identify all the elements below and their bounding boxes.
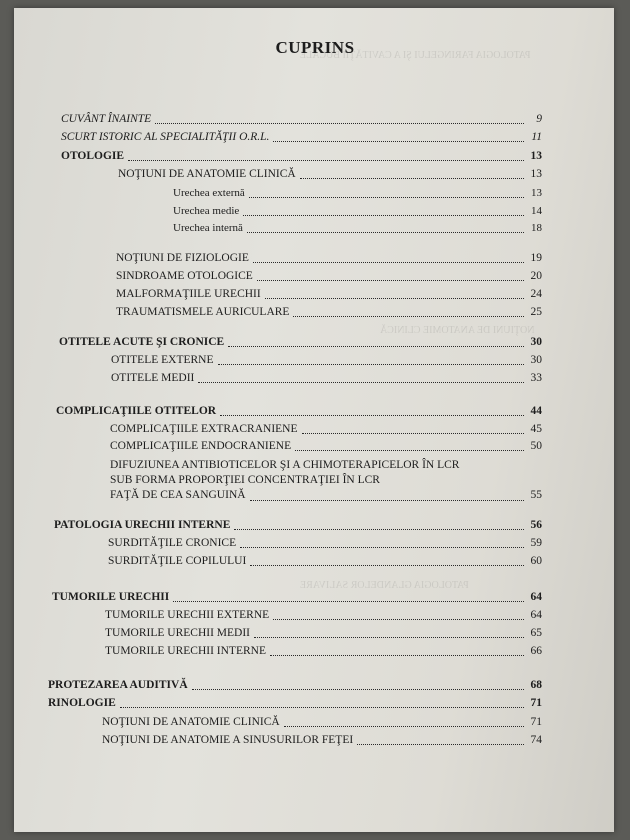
toc-entry: SURDITĂŢILE COPILULUI 60 <box>108 555 542 567</box>
toc-entry: PATOLOGIA URECHII INTERNE 56 <box>54 519 542 531</box>
toc-entry: COMPLICAŢIILE EXTRACRANIENE 45 <box>110 423 542 435</box>
toc-entry: SCURT ISTORIC AL SPECIALITĂŢII O.R.L. 11 <box>61 131 542 143</box>
toc-entry: Urechea medie 14 <box>173 205 542 217</box>
toc-entry: TUMORILE URECHII INTERNE 66 <box>105 645 542 657</box>
toc-entry: Urechea externă 13 <box>173 187 542 199</box>
toc-entry: TUMORILE URECHII MEDII 65 <box>105 627 542 639</box>
toc-entry: RINOLOGIE 71 <box>48 697 542 709</box>
toc-entry: CUVÂNT ÎNAINTE 9 <box>61 113 542 125</box>
toc-entry: OTITELE EXTERNE 30 <box>111 354 542 366</box>
toc-entry: SURDITĂŢILE CRONICE 59 <box>108 537 542 549</box>
toc-entry: COMPLICAŢIILE ENDOCRANIENE 50 <box>110 440 542 452</box>
toc-entry-multiline: DIFUZIUNEA ANTIBIOTICELOR ŞI A CHIMOTERAPICELOR ÎN LCR SUB FORMA PROPORŢIEI CONCENTRAŢIEI ÎN LCR FAŢĂ DE CEA SANGUINĂ 55 <box>110 459 542 501</box>
toc-entry: NOŢIUNI DE ANATOMIE CLINICĂ 71 <box>102 716 542 728</box>
bleed-through-text: PATOLOGIA FARINGELUI ŞI A CAVITĂŢII BUCALE <box>300 50 531 61</box>
toc-entry: SINDROAME OTOLOGICE 20 <box>116 270 542 282</box>
toc-entry: OTITELE ACUTE ŞI CRONICE 30 <box>59 336 542 348</box>
toc-entry: NOŢIUNI DE ANATOMIE A SINUSURILOR FEŢEI 74 <box>102 734 542 746</box>
toc-entry: PROTEZAREA AUDITIVĂ 68 <box>48 679 542 691</box>
bleed-through-text: PATOLOGIA GLANDELOR SALIVARE <box>300 580 469 591</box>
bleed-through-text: NOŢIUNI DE ANATOMIE CLINICĂ <box>380 325 535 336</box>
toc-entry: NOŢIUNI DE ANATOMIE CLINICĂ 13 <box>118 168 542 180</box>
toc-entry: NOŢIUNI DE FIZIOLOGIE 19 <box>116 252 542 264</box>
toc-entry: TUMORILE URECHII 64 <box>52 591 542 603</box>
toc-entry: MALFORMAŢIILE URECHII 24 <box>116 288 542 300</box>
page-title: CUPRINS <box>275 38 355 57</box>
toc-entry: OTITELE MEDII 33 <box>111 372 542 384</box>
toc-entry: TUMORILE URECHII EXTERNE 64 <box>105 609 542 621</box>
toc-entry: OTOLOGIE 13 <box>61 150 542 162</box>
toc-entry: Urechea internă 18 <box>173 222 542 234</box>
toc-entry: TRAUMATISMELE AURICULARE 25 <box>116 306 542 318</box>
toc-entry: COMPLICAŢIILE OTITELOR 44 <box>56 405 542 417</box>
